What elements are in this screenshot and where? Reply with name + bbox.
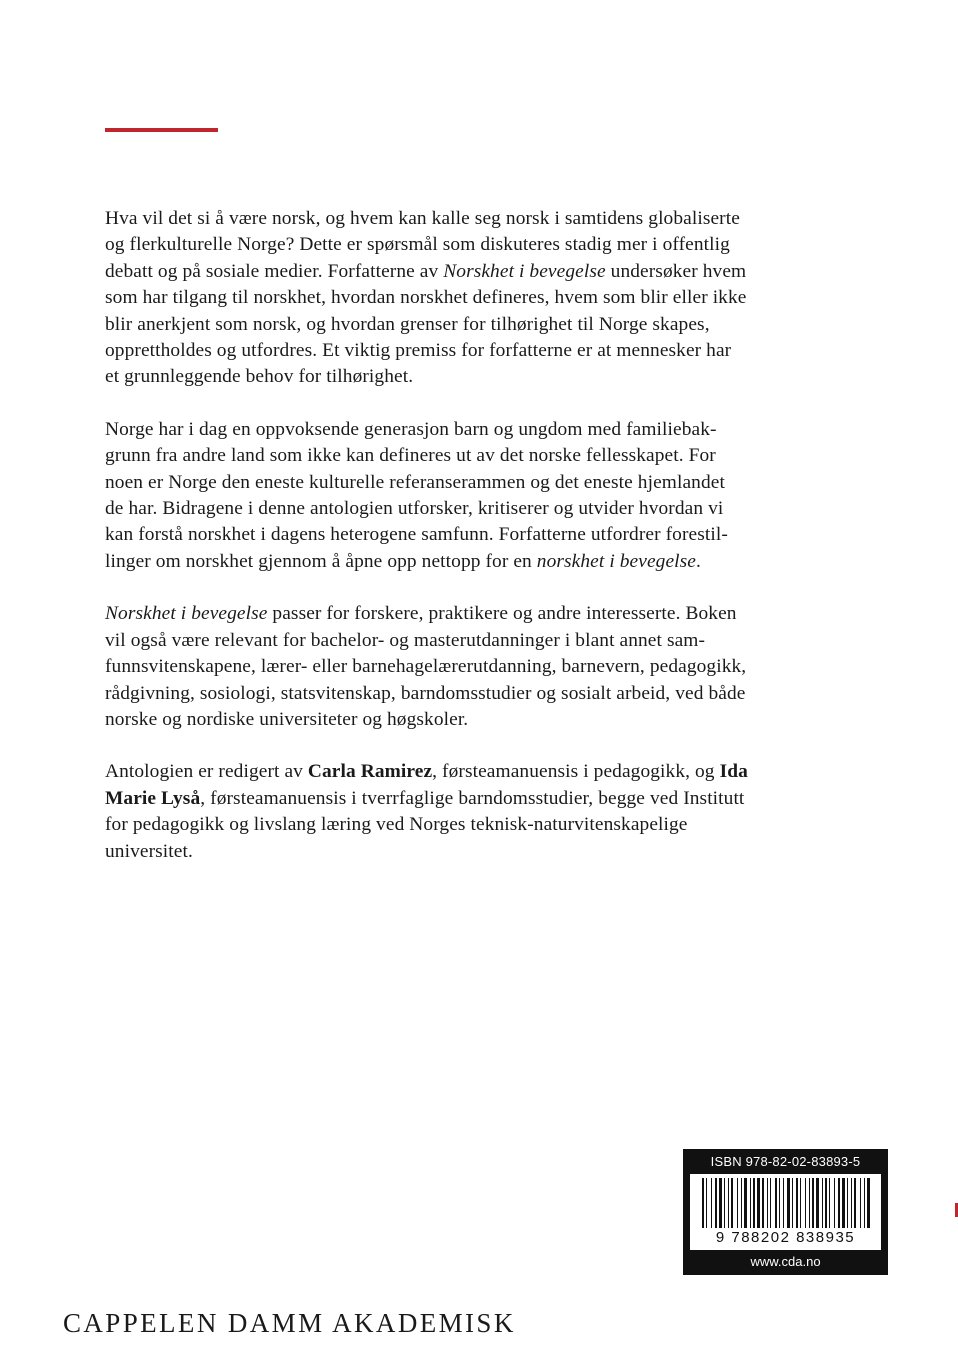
paragraph-2 (105, 417, 845, 575)
paragraph-3 (105, 601, 845, 733)
publisher-logo: CAPPELEN DAMM AKADEMISK (63, 1308, 516, 1338)
text-line (105, 496, 845, 522)
editor-name: Ida (719, 761, 748, 783)
text-line (105, 470, 845, 496)
barcode-bar (753, 1178, 755, 1228)
text-line (105, 312, 845, 338)
barcode-bar (800, 1178, 801, 1228)
italic-title: Norskhet i bevegelse (105, 603, 268, 625)
text-run: som har tilgang til norskhet, hvordan norskhet defineres, hvem som blir eller ikke (105, 287, 747, 309)
barcode-bar (822, 1178, 823, 1228)
barcode-bar (829, 1178, 830, 1228)
text-run: Antologien er redigert av (105, 761, 308, 783)
editor-name: Marie Lyså (105, 787, 201, 809)
paragraph-1 (105, 206, 845, 391)
barcode-bar (775, 1178, 777, 1228)
text-run: . (696, 550, 701, 572)
text-run: universitet. (105, 840, 193, 862)
text-line (105, 839, 845, 865)
barcode-bar (847, 1178, 848, 1228)
barcode-bar (864, 1178, 865, 1228)
barcode-bar (809, 1178, 810, 1228)
barcode-bar (728, 1178, 729, 1228)
text-run: kan forstå norskhet i dagens heterogene samfunn. Forfatterne utfordrer forestil- (105, 524, 728, 546)
barcode-bar (851, 1178, 852, 1228)
text-line (105, 812, 845, 838)
text-line (105, 232, 845, 258)
barcode-bar (719, 1178, 722, 1228)
text-run: opprettholdes og utfordres. Et viktig premiss for forfatterne er at mennesker har (105, 340, 732, 362)
barcode-bar (783, 1178, 784, 1228)
editor-name: Carla Ramirez (307, 761, 433, 783)
barcode-bar (860, 1178, 861, 1228)
text-run: , førsteamanuensis i tverrfaglige barndomsstudier, begge ved Institutt (200, 787, 745, 809)
text-line (105, 628, 845, 654)
text-line (105, 206, 845, 232)
text-run: Hva vil det si å være norsk, og hvem kan kalle seg norsk i samtidens globaliserte (105, 208, 740, 229)
text-line (105, 285, 845, 311)
barcode-bar (842, 1178, 845, 1228)
barcode-bar (715, 1178, 717, 1228)
back-cover-text (105, 206, 845, 891)
barcode-bar (787, 1178, 790, 1228)
text-line (105, 601, 845, 627)
text-run: linger om norskhet gjennom å åpne opp nettopp for en (105, 550, 537, 572)
text-run: funnsvitenskapene, lærer- eller barnehagelærerutdanning, barnevern, pedagogikk, (105, 656, 747, 678)
barcode-bar (741, 1178, 742, 1228)
publisher-url: www.cda.no (750, 1254, 821, 1269)
text-run: norske og nordiske universiteter og høgskoler. (105, 708, 469, 730)
barcode-bar (805, 1178, 806, 1228)
barcode-box (683, 1149, 888, 1275)
italic-title: norskhet i bevegelse (536, 550, 697, 572)
barcode-bar (825, 1178, 827, 1228)
barcode-bar (757, 1178, 760, 1228)
barcode-panel (690, 1174, 881, 1250)
text-line (105, 417, 845, 443)
text-line (105, 443, 845, 469)
barcode-bar (731, 1178, 733, 1228)
text-line (105, 654, 845, 680)
barcode-bar (854, 1178, 856, 1228)
barcode-bar (706, 1178, 707, 1228)
barcode-bar (770, 1178, 771, 1228)
barcode-bar (724, 1178, 725, 1228)
text-run: Norge har i dag en oppvoksende generasjon barn og ungdom med familiebak- (105, 418, 717, 440)
text-run: undersøker hvem (605, 260, 747, 282)
text-line (105, 759, 845, 785)
barcode-bar (796, 1178, 798, 1228)
text-run: et grunnleggende behov for tilhørighet. (105, 366, 414, 388)
barcode-bar (834, 1178, 835, 1228)
text-line (105, 549, 845, 575)
text-run: debatt og på sosiale medier. Forfatterne av (105, 260, 444, 282)
barcode-bar (750, 1178, 751, 1228)
text-line (105, 522, 845, 548)
text-run: de har. Bidragene i denne antologien utforsker, kritiserer og utvider hvordan vi (105, 498, 724, 520)
text-run: passer for forskere, praktikere og andre interesserte. Boken (267, 603, 737, 625)
barcode-bar (812, 1178, 814, 1228)
barcode-bar (767, 1178, 768, 1228)
barcode-bar (779, 1178, 780, 1228)
barcode-bar (737, 1178, 738, 1228)
text-line (105, 364, 845, 390)
text-run: for pedagogikk og livslang læring ved Norges teknisk-naturvitenskapelige (105, 814, 688, 836)
text-line (105, 681, 845, 707)
text-run: vil også være relevant for bachelor- og masterutdanninger i blant annet sam- (105, 629, 706, 651)
accent-rule (105, 128, 218, 132)
barcode-bar (744, 1178, 747, 1228)
text-line (105, 786, 845, 812)
barcode-bar (867, 1178, 870, 1228)
text-line (105, 338, 845, 364)
text-run: blir anerkjent som norsk, og hvordan grenser for tilhørighet til Norge skapes, (105, 313, 710, 335)
text-run: grunn fra andre land som ikke kan defineres ut av det norske fellesskapet. For (105, 445, 716, 467)
paragraph-4 (105, 759, 845, 865)
barcode-bar (762, 1178, 764, 1228)
barcode-bar (838, 1178, 840, 1228)
text-run: rådgivning, sosiologi, statsvitenskap, barndomsstudier og sosialt arbeid, ved både (105, 682, 746, 704)
text-run: , førsteamanuensis i pedagogikk, og (432, 761, 720, 783)
text-run: noen er Norge den eneste kulturelle referanserammen og det eneste hjemlandet (105, 471, 725, 493)
isbn-label: ISBN 978-82-02-83893-5 (710, 1154, 861, 1169)
barcode-bar (711, 1178, 712, 1228)
barcode-bar (702, 1178, 704, 1228)
text-line (105, 259, 845, 285)
italic-title: Norskhet i bevegelse (443, 260, 606, 282)
text-run: og flerkulturelle Norge? Dette er spørsmål som diskuteres stadig mer i offentlig (105, 234, 730, 256)
barcode-bar (816, 1178, 819, 1228)
barcode-bar (792, 1178, 793, 1228)
text-line (105, 707, 845, 733)
barcode-digits: 9 788202 838935 (715, 1229, 856, 1246)
